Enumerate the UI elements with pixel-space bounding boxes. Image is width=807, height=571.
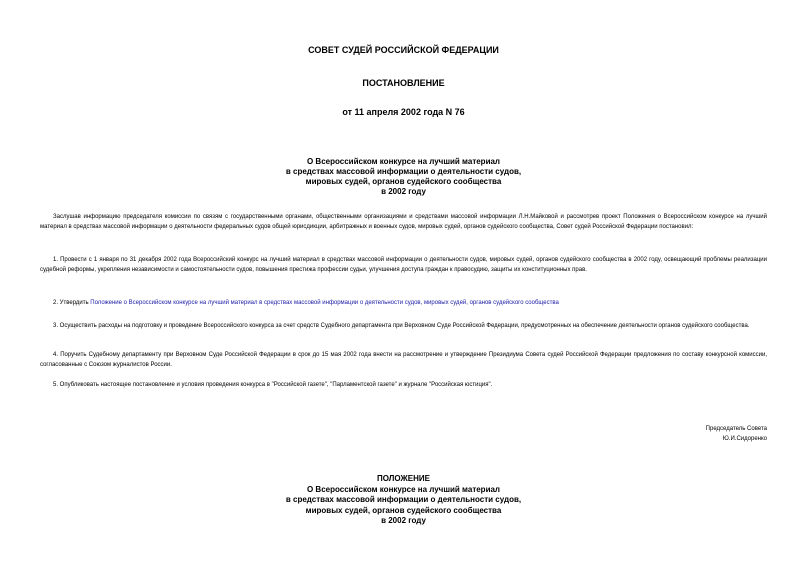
title-line: мировых судей, органов судейского сообщества [305, 177, 502, 186]
title-line: в 2002 году [381, 187, 426, 196]
regulation-link[interactable]: Положение о Всероссийском конкурсе на лучший материал в средствах массовой информации о деятельности судов, мировых судей, органов судейского сообщества [90, 300, 559, 306]
item-2-prefix: 2. Утвердить [53, 300, 91, 306]
regulation-heading [0, 474, 807, 527]
intro-paragraph: Заслушав информацию председателя комиссии по связям с государственными органами, общественными организациями и средствами массовой информации Л.Н.Майковой и рассмотрев проект Положения о Всероссийском конкурсе на лучший материал в средствах массовой информации о деятельности федеральных судов общей юрисдикции, арбитражных и военных судов, мировых судей, органов судейского сообщества, Совет судей Российской Федерации постановил: [40, 214, 767, 230]
item-5-paragraph: 5. Опубликовать настоящее постановление и условия проведения конкурса в "Российской газете", "Парламентской газете" и журнале "Российская юстиция". [53, 382, 493, 388]
signatory-position: Председатель Совета [705, 426, 767, 432]
resolution-title [0, 157, 807, 197]
regulation-heading-line: в 2002 году [381, 516, 426, 525]
issuing-body-heading: СОВЕТ СУДЕЙ РОССИЙСКОЙ ФЕДЕРАЦИИ [308, 45, 499, 55]
regulation-heading-line: ПОЛОЖЕНИЕ [377, 474, 430, 483]
document-type-heading: ПОСТАНОВЛЕНИЕ [362, 78, 445, 88]
signature-block [706, 424, 767, 444]
document-date-number: от 11 апреля 2002 года N 76 [342, 107, 465, 117]
title-line: в средствах массовой информации о деятельности судов, [285, 167, 522, 176]
item-3-paragraph: 3. Осуществить расходы на подготовку и проведение Всероссийского конкурса за счет средств Судебного департамента при Верховном Суде Российской Федерации, предусмотренных на обеспечение деятельности органов судейского сообщества. [53, 323, 750, 329]
signatory-name: Ю.И.Сидоренко [722, 436, 767, 442]
item-1-paragraph: 1. Провести с 1 января по 31 декабря 2002 года Всероссийский конкурс на лучший материал в средствах массовой информации о деятельности судов, мировых судей, органов судейского сообщества в 2002 году, освещающий проблемы реализации судебной реформы, укрепления независимости и самостоятельности судов, повышения престижа профессии судьи, улучшения доступа граждан к правосудию, защиты их конституционных прав. [40, 257, 767, 273]
regulation-heading-line: О Всероссийском конкурсе на лучший материал [306, 484, 501, 494]
item-4-paragraph: 4. Поручить Судебному департаменту при Верховном Суде Российской Федерации в срок до 15 мая 2002 года внести на рассмотрение и утверждение Президиума Совета судей Российской Федерации предложения по составу конкурсной комиссии, согласованные с Союзом журналистов России. [40, 352, 767, 368]
title-line: О Всероссийском конкурсе на лучший материал [306, 157, 501, 166]
regulation-heading-line: в средствах массовой информации о деятельности судов, [285, 495, 522, 504]
item-2-paragraph [40, 299, 767, 309]
regulation-heading-line: мировых судей, органов судейского сообщества [305, 505, 502, 515]
